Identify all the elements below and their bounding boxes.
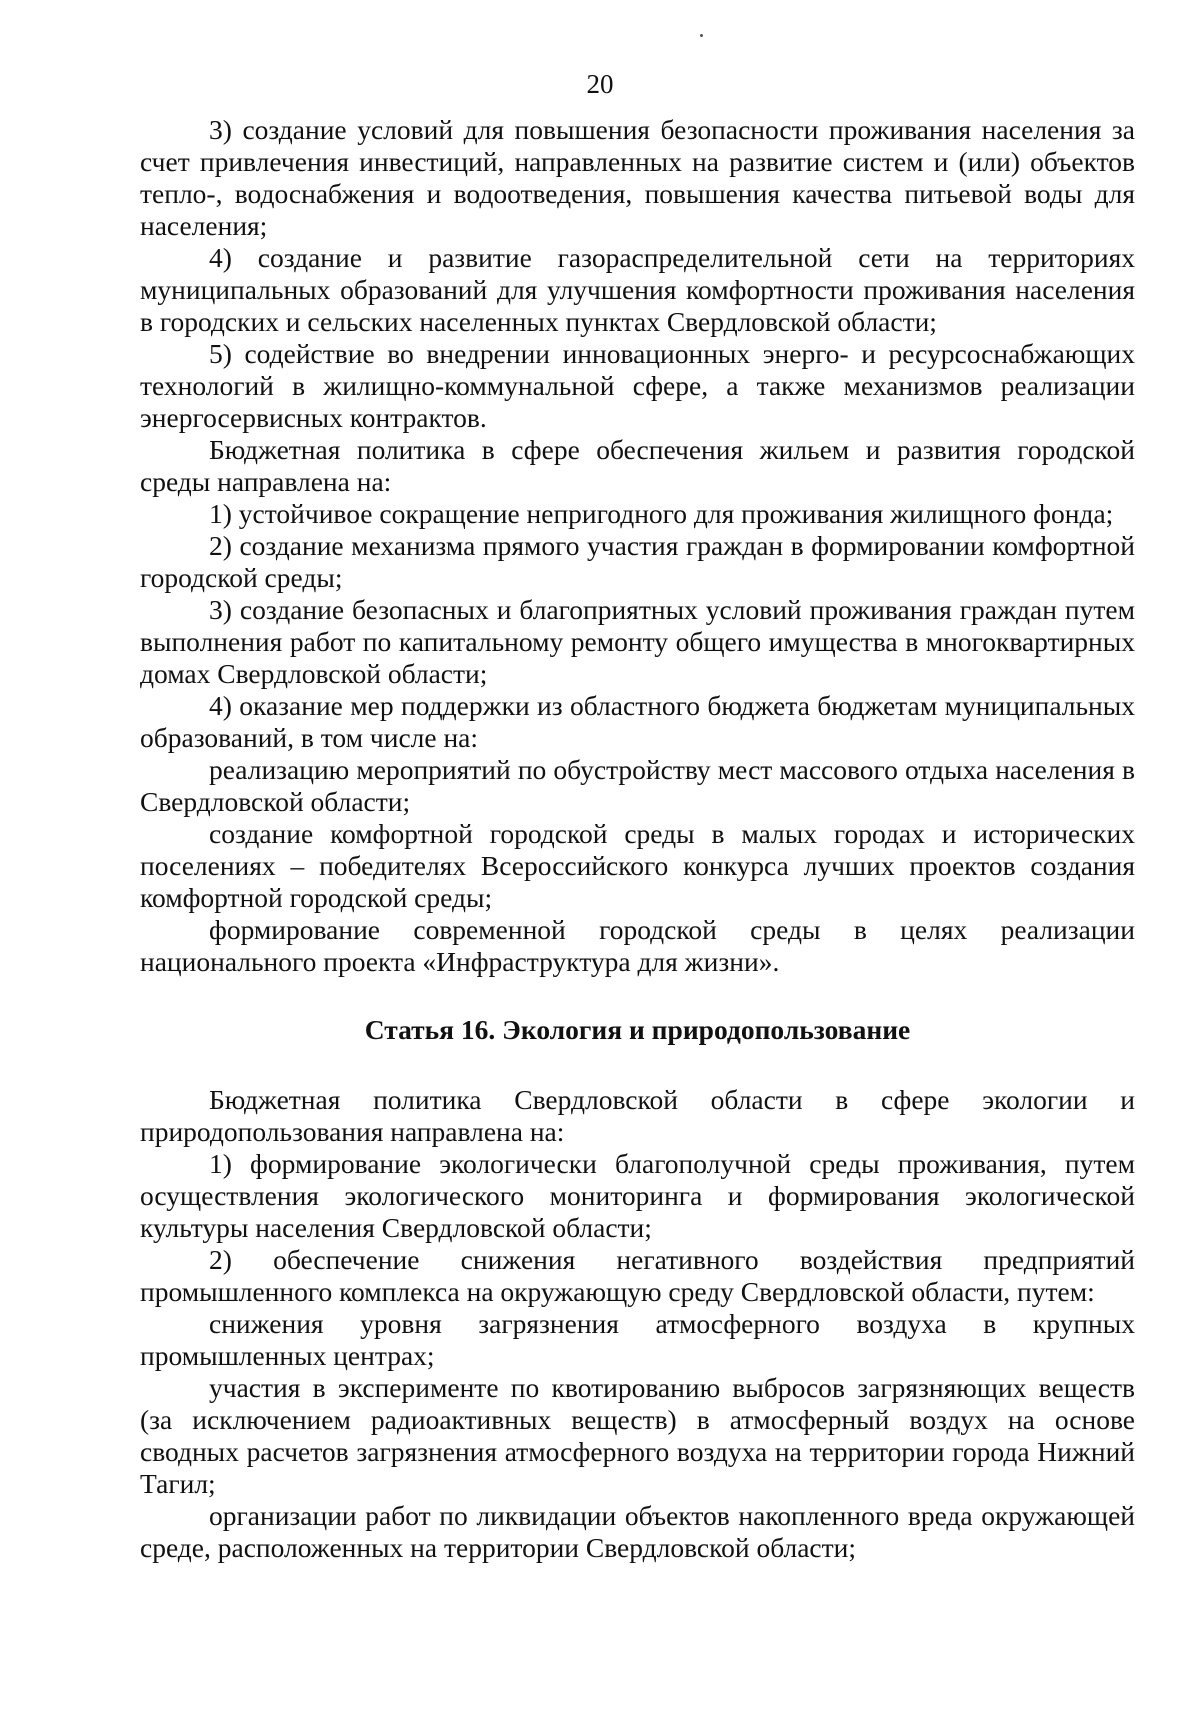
paragraph: Бюджетная политика в сфере обеспечения жильем и развития городской среды направлена на: — [140, 434, 1135, 497]
article-heading: Статья 16. Экология и природопользование — [364, 1014, 911, 1045]
paragraph: 1) устойчивое сокращение непригодного для проживания жилищного фонда; — [209, 498, 1114, 529]
paragraph: реализацию мероприятий по обустройству мест массового отдыха населения в Свердловской области; — [140, 754, 1135, 817]
paragraph: 4) создание и развитие газораспределительной сети на территориях муниципальных образований для улучшения комфортности проживания населения в городских и сельских населенных пунктах Свердловской области; — [140, 242, 1135, 337]
document-body — [140, 114, 1135, 1564]
page-number: 20 — [586, 69, 614, 99]
paragraph: 2) создание механизма прямого участия граждан в формировании комфортной городской среды; — [140, 530, 1135, 593]
paragraph: формирование современной городской среды в целях реализации национального проекта «Инфраструктура для жизни». — [140, 914, 1135, 977]
paragraph: 2) обеспечение снижения негативного воздействия предприятий промышленного комплекса на окружающую среду Свердловской области, путем: — [140, 1244, 1135, 1307]
scan-speck — [700, 34, 703, 37]
paragraph: 4) оказание мер поддержки из областного бюджета бюджетам муниципальных образований, в том числе на: — [140, 690, 1135, 753]
paragraph: 5) содействие во внедрении инновационных энерго- и ресурсоснабжающих технологий в жилищно-коммунальной сфере, а также механизмов реализации энергосервисных контрактов. — [140, 338, 1135, 433]
paragraph: 3) создание безопасных и благоприятных условий проживания граждан путем выполнения работ по капитальному ремонту общего имущества в многоквартирных домах Свердловской области; — [140, 594, 1135, 689]
paragraph: участия в эксперименте по квотированию выбросов загрязняющих веществ (за исключением радиоактивных веществ) в атмосферный воздух на основе сводных расчетов загрязнения атмосферного воздуха на территории города Нижний Тагил; — [140, 1372, 1135, 1499]
paragraph: Бюджетная политика Свердловской области в сфере экологии и природопользования направлена на: — [140, 1084, 1135, 1147]
paragraph: 3) создание условий для повышения безопасности проживания населения за счет привлечения инвестиций, направленных на развитие систем и (или) объектов тепло-, водоснабжения и водоотведения, повышения качества питьевой воды для населения; — [140, 114, 1135, 241]
paragraph: 1) формирование экологически благополучной среды проживания, путем осуществления экологического мониторинга и формирования экологической культуры населения Свердловской области; — [140, 1148, 1135, 1243]
paragraph: создание комфортной городской среды в малых городах и исторических поселениях – победителях Всероссийского конкурса лучших проектов создания комфортной городской среды; — [140, 818, 1135, 913]
paragraph: организации работ по ликвидации объектов накопленного вреда окружающей среде, расположенных на территории Свердловской области; — [140, 1500, 1135, 1563]
paragraph: снижения уровня загрязнения атмосферного воздуха в крупных промышленных центрах; — [140, 1308, 1135, 1371]
